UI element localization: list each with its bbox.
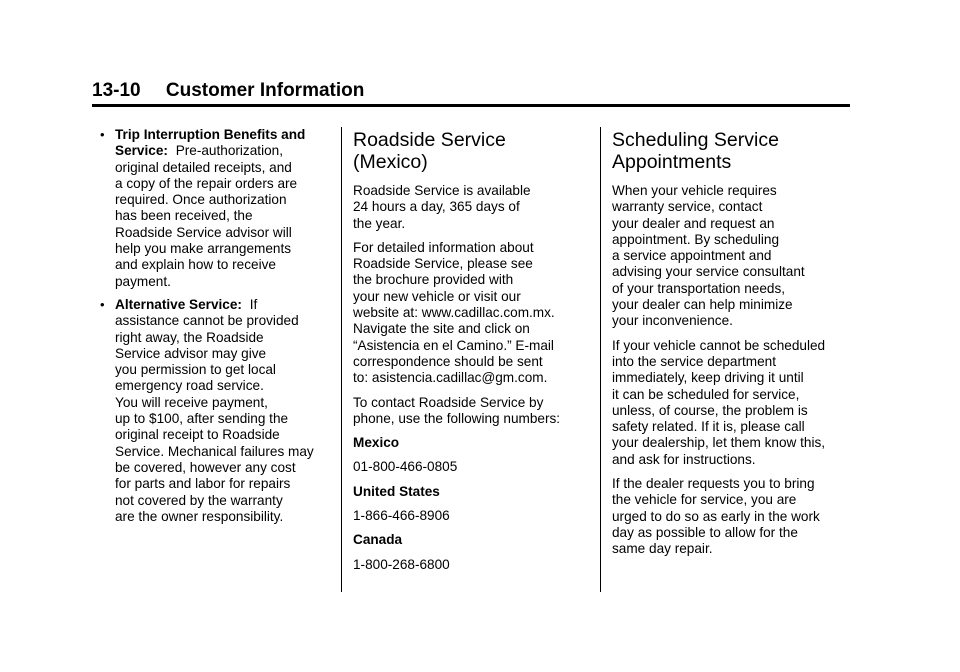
contact-number-canada: 1-800-268-6800	[353, 556, 450, 572]
paragraph-cannot-schedule: If your vehicle cannot be scheduled into the service department immediately, keep driving it until it can be scheduled for service, unless, of course, the problem is safety related. If it is, please call your dealership, let them know this, and ask for instructions.	[612, 337, 826, 467]
text-line: original receipt to Roadside	[115, 427, 280, 443]
text-line: not covered by the warranty	[115, 492, 283, 508]
section-heading: Roadside Service (Mexico)	[353, 129, 506, 173]
text-line: up to $100, after sending the	[115, 411, 289, 427]
text-line: original detailed receipts, and	[115, 159, 292, 175]
text-line: You will receive payment,	[115, 394, 268, 410]
bullet-lead: Trip Interruption Benefits and	[115, 127, 306, 142]
text-line: are the owner responsibility.	[115, 508, 284, 524]
paragraph-contact-intro: To contact Roadside Service by phone, use the following numbers:	[353, 394, 561, 426]
text-line: and explain how to receive	[115, 257, 276, 273]
text-line: has been received, the	[115, 208, 253, 224]
text-line: help you make arrangements	[115, 241, 292, 257]
bullet-icon: •	[100, 127, 105, 142]
bullet-lead: Alternative Service:	[115, 296, 242, 312]
text-line: required. Once authorization	[115, 192, 287, 208]
column-divider	[600, 127, 601, 592]
text-line: Roadside Service advisor will	[115, 224, 292, 240]
paragraph-details: For detailed information about Roadside Service, please see the brochure provided with your new vehicle or visit our website at: www.cadillac.com.mx. Navigate the site and click on “Asistencia en el Camino.” E-mail correspondence should be sent to: asistencia.cadillac@gm.com.	[353, 239, 555, 386]
text-line: Service. Mechanical failures may	[115, 443, 314, 459]
text-line: payment.	[115, 273, 171, 289]
paragraph-dealer-request: If the dealer requests you to bring the vehicle for service, you are urged to do so as early in the work day as possible to allow for the same day repair.	[612, 476, 820, 557]
column-trip-benefits	[99, 127, 331, 532]
column-scheduling	[612, 127, 852, 566]
page-header	[92, 78, 850, 107]
text-line: a copy of the repair orders are	[115, 175, 298, 191]
bullet-list	[99, 127, 331, 525]
text-line: for parts and labor for repairs	[115, 476, 291, 492]
contact-number-united-states: 1-866-466-8906	[353, 508, 450, 524]
contact-number-mexico: 01-800-466-0805	[353, 459, 458, 475]
column-roadside-mexico	[353, 127, 585, 581]
page-number: 13-10	[92, 80, 141, 101]
text-line: Service advisor may give	[115, 345, 267, 361]
section-heading: Scheduling Service Appointments	[612, 129, 779, 173]
text-line: right away, the Roadside	[115, 329, 264, 345]
bullet-icon: •	[100, 296, 105, 312]
contact-label-united-states: United States	[353, 483, 440, 499]
bullet-item-alternative-service	[99, 297, 331, 525]
bullet-text: If	[249, 296, 258, 312]
contact-label-canada: Canada	[353, 532, 403, 548]
bullet-text: Pre-authorization,	[175, 143, 283, 159]
contact-label-mexico: Mexico	[353, 435, 400, 451]
text-line: emergency road service.	[115, 378, 264, 394]
column-divider	[341, 127, 342, 592]
bullet-lead: Service:	[115, 143, 168, 159]
bullet-item-trip-interruption	[99, 127, 331, 290]
section-title: Customer Information	[165, 80, 365, 101]
text-line: assistance cannot be provided	[115, 313, 299, 329]
paragraph-warranty-service: When your vehicle requires warranty service, contact your dealer and request an appointment. By scheduling a service appointment and advising your service consultant of your transportation needs, your dealer can help minimize your inconvenience.	[612, 183, 805, 329]
text-line: be covered, however any cost	[115, 459, 296, 475]
paragraph-availability: Roadside Service is available 24 hours a day, 365 days of the year.	[353, 183, 531, 231]
text-line: you permission to get local	[115, 362, 276, 378]
